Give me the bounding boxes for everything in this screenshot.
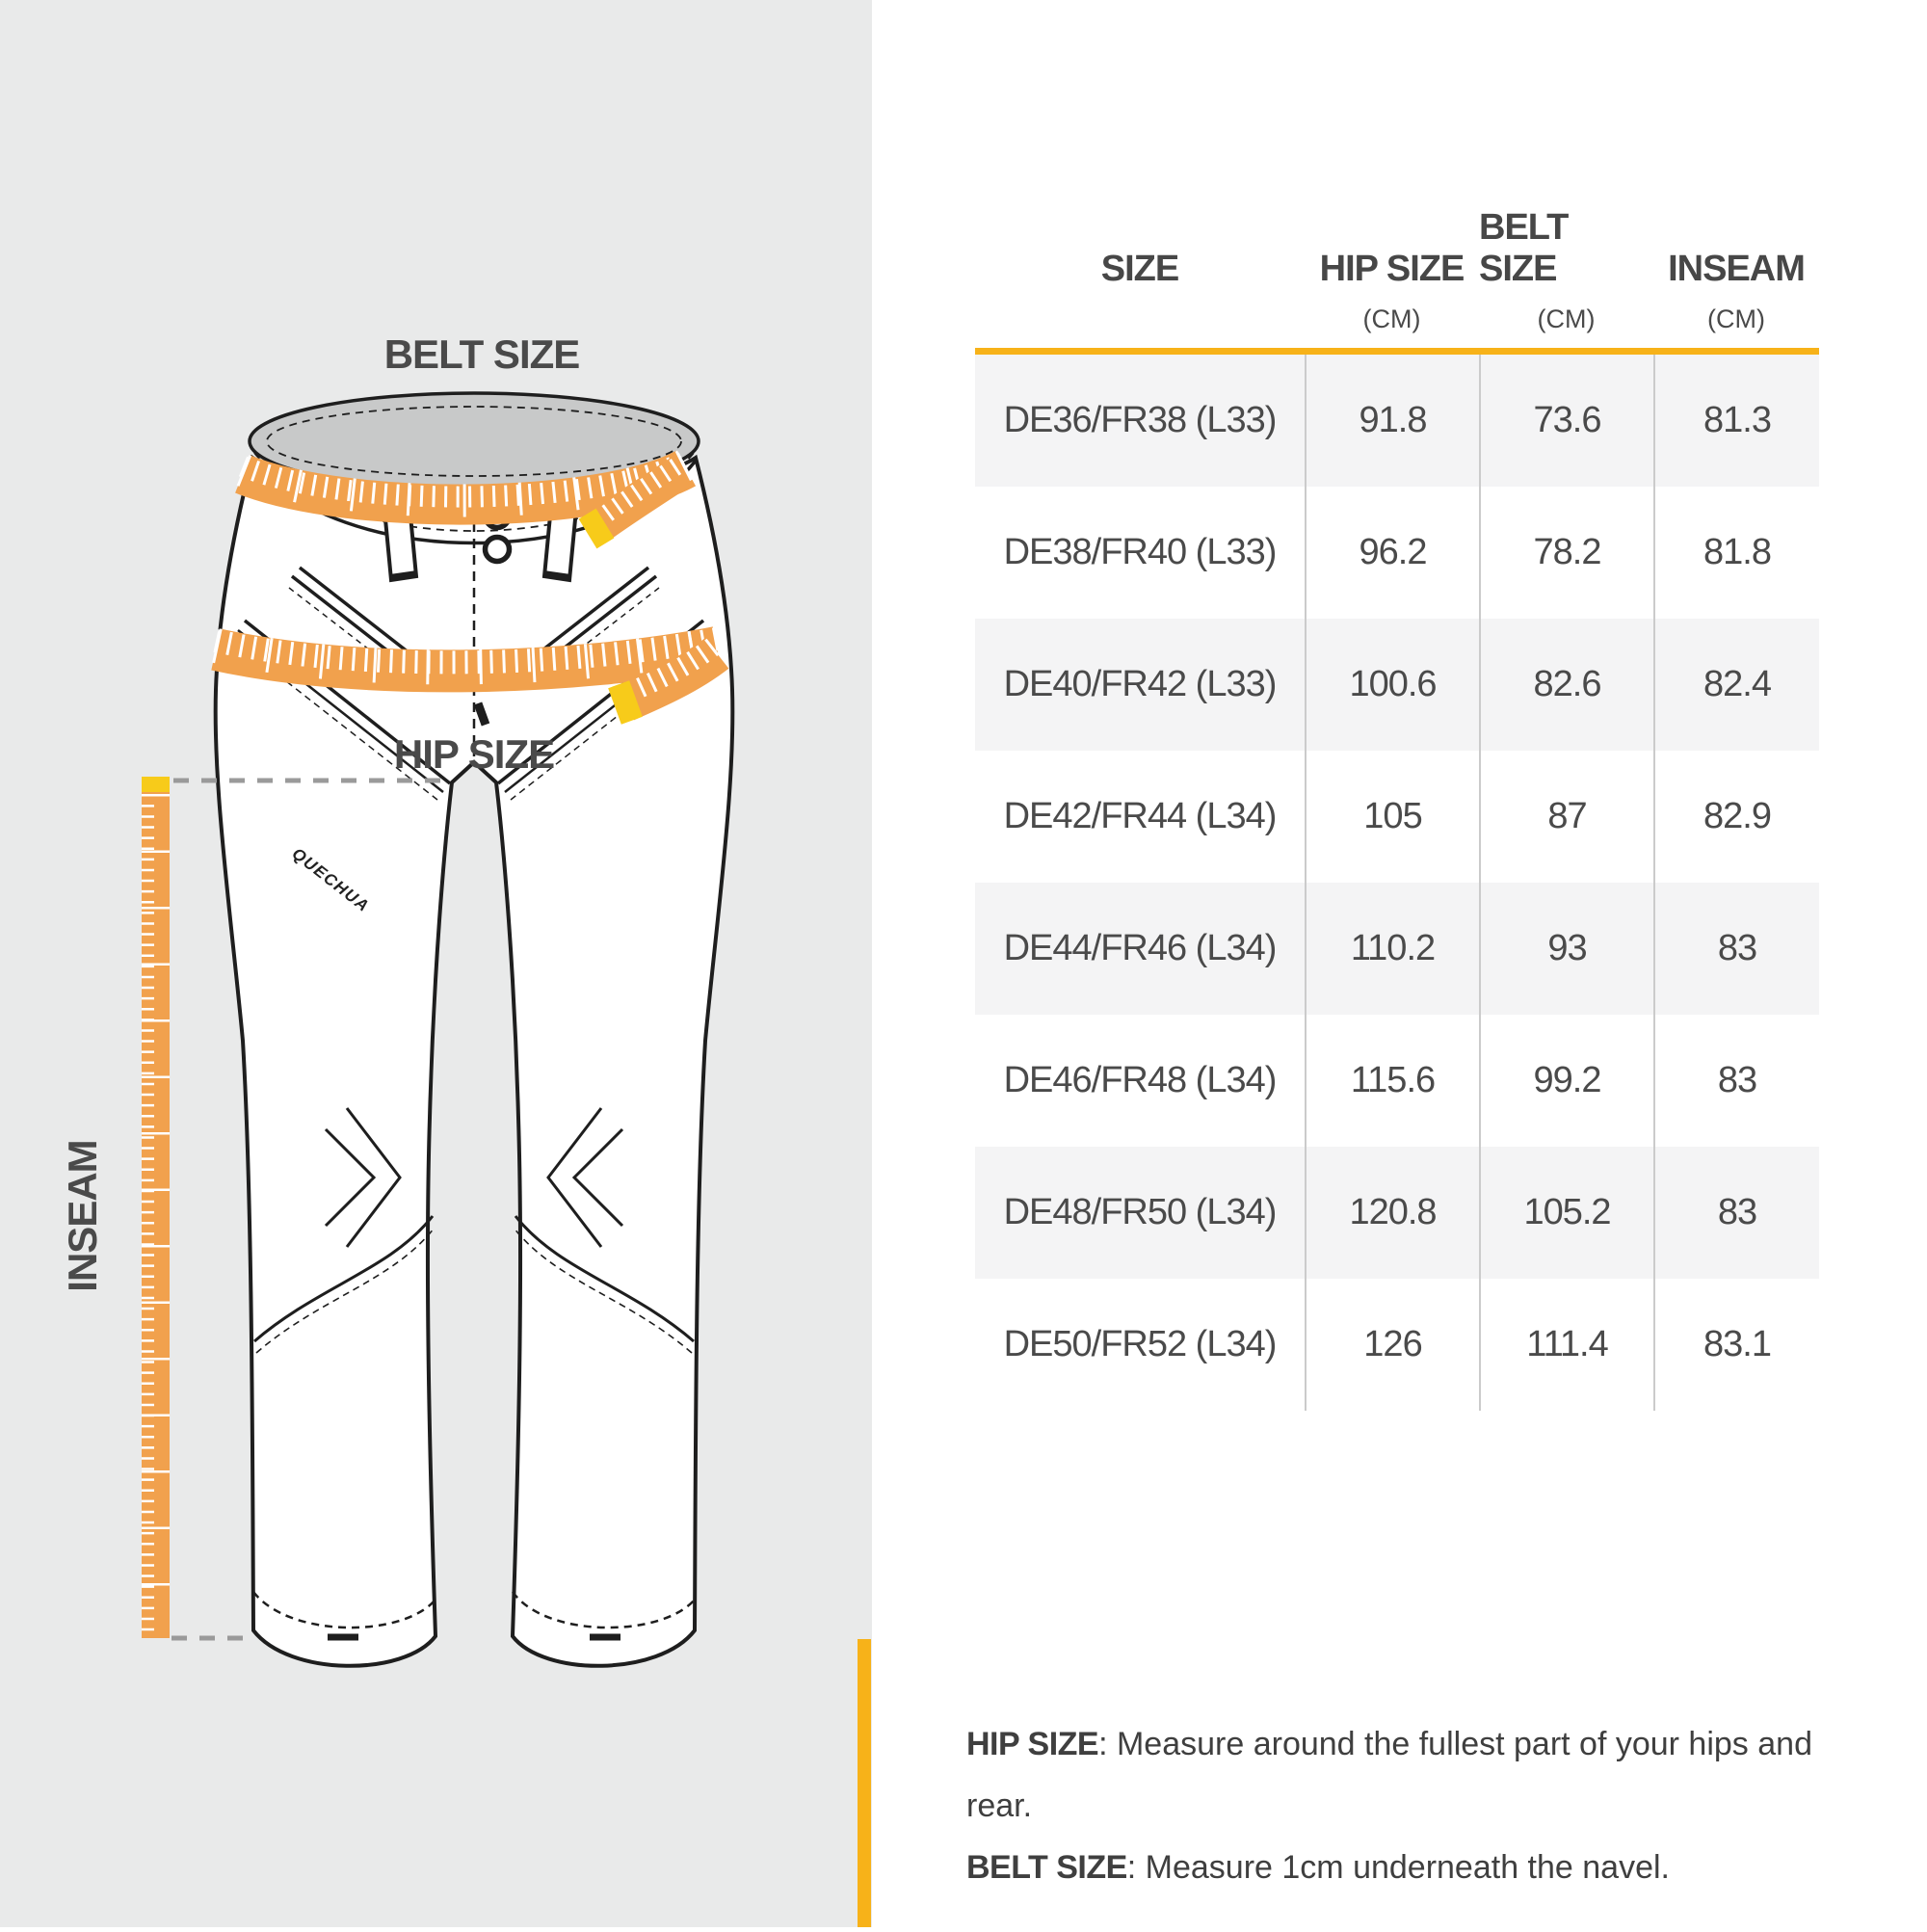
table-body: [975, 355, 1819, 1411]
cell-hip: 126: [1305, 1279, 1479, 1411]
cell-inseam: 81.3: [1653, 355, 1819, 487]
cell-inseam: 81.8: [1653, 487, 1819, 619]
cell-belt: 82.6: [1479, 619, 1653, 751]
cell-size: DE44/FR46 (L34): [1003, 928, 1277, 968]
cell-size: DE42/FR44 (L34): [1003, 796, 1277, 836]
cell-size: DE46/FR48 (L34): [1003, 1060, 1277, 1100]
cell-size: DE38/FR40 (L33): [1003, 532, 1277, 572]
table-row: [975, 751, 1819, 883]
col-unit-belt: (CM): [1537, 304, 1596, 333]
table-header-labels: [975, 207, 1819, 290]
accent-bar: [858, 1639, 871, 1927]
hip-tape-tip: [615, 699, 636, 706]
col-unit-hip: (CM): [1362, 304, 1421, 333]
cell-belt: 99.2: [1479, 1015, 1653, 1147]
cell-size: DE48/FR50 (L34): [1003, 1192, 1277, 1232]
cell-belt: 87: [1479, 751, 1653, 883]
ruler-tip: [142, 777, 170, 792]
pants-diagram: [0, 0, 872, 1927]
diagram-panel: [0, 0, 872, 1927]
cell-inseam: 82.9: [1653, 751, 1819, 883]
belt-note-text: : Measure 1cm underneath the navel.: [1126, 1849, 1670, 1886]
cell-hip: 96.2: [1305, 487, 1479, 619]
cell-hip: 105: [1305, 751, 1479, 883]
cell-hip: 115.6: [1305, 1015, 1479, 1147]
cell-inseam: 83.1: [1653, 1279, 1819, 1411]
cell-belt: 73.6: [1479, 355, 1653, 487]
cell-belt: 105.2: [1479, 1147, 1653, 1279]
table-row: [975, 487, 1819, 619]
inseam-ruler: [142, 777, 170, 1638]
col-header-hip: HIP SIZE: [1319, 249, 1465, 289]
table-row: [975, 619, 1819, 751]
table-row: [975, 355, 1819, 487]
cell-belt: 78.2: [1479, 487, 1653, 619]
cell-inseam: 82.4: [1653, 619, 1819, 751]
hip-note-text: : Measure around the fullest part of your hips and rear.: [966, 1726, 1812, 1824]
cell-hip: 91.8: [1305, 355, 1479, 487]
measurement-notes: [966, 1713, 1882, 1898]
table-row: [975, 1015, 1819, 1147]
cell-belt: 111.4: [1479, 1279, 1653, 1411]
size-table: [975, 207, 1819, 1411]
cell-size: DE50/FR52 (L34): [1003, 1324, 1277, 1364]
cell-hip: 120.8: [1305, 1147, 1479, 1279]
table-row: [975, 1279, 1819, 1411]
col-header-inseam: INSEAM: [1668, 249, 1805, 289]
belt-note-term: BELT SIZE: [966, 1849, 1127, 1886]
col-unit-size: [975, 290, 1305, 348]
hip-size-label: HIP SIZE: [393, 731, 555, 777]
belt-size-label: BELT SIZE: [383, 331, 580, 377]
belt-note: [966, 1837, 1882, 1898]
inseam-label: INSEAM: [60, 1140, 105, 1292]
col-header-size: SIZE: [1100, 249, 1179, 289]
cell-size: DE36/FR38 (L33): [1003, 400, 1277, 440]
col-header-belt: BELT SIZE: [1479, 207, 1569, 289]
belt-tape-tip: [588, 523, 605, 534]
cell-inseam: 83: [1653, 883, 1819, 1015]
table-header-units: [975, 290, 1819, 348]
hip-note: [966, 1713, 1882, 1837]
header-rule: [975, 348, 1819, 355]
hip-note-term: HIP SIZE: [966, 1726, 1099, 1762]
cell-belt: 93: [1479, 883, 1653, 1015]
cell-inseam: 83: [1653, 1147, 1819, 1279]
cell-size: DE40/FR42 (L33): [1003, 664, 1277, 704]
brand-text: QUECHUA: [288, 844, 374, 916]
cell-hip: 110.2: [1305, 883, 1479, 1015]
cell-inseam: 83: [1653, 1015, 1819, 1147]
cell-hip: 100.6: [1305, 619, 1479, 751]
table-row: [975, 1147, 1819, 1279]
col-unit-inseam: (CM): [1707, 304, 1765, 333]
table-row: [975, 883, 1819, 1015]
pants-outline: [216, 453, 733, 1666]
